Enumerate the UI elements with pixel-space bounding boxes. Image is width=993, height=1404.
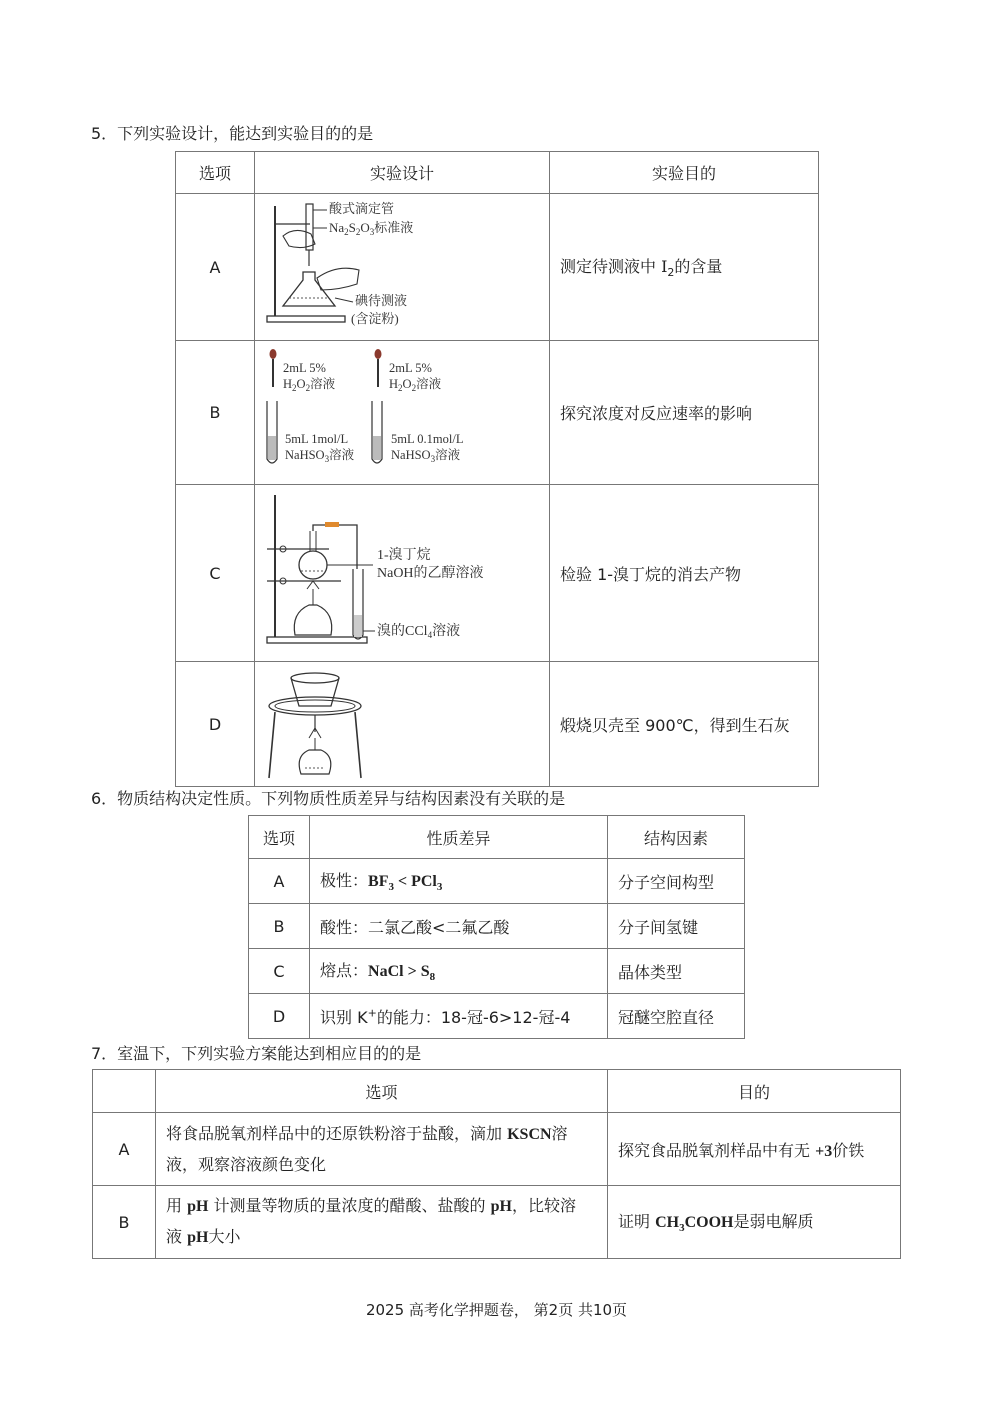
q5-header-goal: 实验目的 [550, 152, 819, 194]
table-row [176, 485, 819, 662]
reactant-label: 1-溴丁烷 [377, 548, 431, 563]
table-row [176, 341, 819, 485]
factor-cell: 晶体类型 [608, 949, 745, 994]
dropper2-label: 2mL 5% [389, 361, 432, 375]
titration-apparatus-figure [255, 194, 550, 341]
svg-text:NaHSO3溶液: NaHSO$_3$溶液 [285, 448, 355, 464]
factor-cell: 分子间氢键 [608, 904, 745, 949]
svg-text:溴的CCl4溶液: 溴的CCl$_4$溶液 [377, 624, 461, 640]
table-row [249, 859, 745, 904]
factor-cell: 冠醚空腔直径 [608, 994, 745, 1039]
table-row [176, 662, 819, 787]
property-cell: 熔点：NaCl > $S_8$ [310, 949, 608, 994]
q5-header-design: 实验设计 [255, 152, 550, 194]
q5-table [175, 151, 819, 787]
solvent-label: NaOH的乙醇溶液 [377, 566, 484, 581]
svg-text:H2O2溶液: $H_2O_2$溶液 [389, 377, 442, 393]
table-row [249, 904, 745, 949]
option-label: B [176, 341, 255, 485]
goal-cell: 检验 1-溴丁烷的消去产物 [550, 485, 819, 662]
table-row [249, 994, 745, 1039]
tube2-label: 5mL 0.1mol/L [391, 432, 464, 446]
dropper1-label: 2mL 5% [283, 361, 326, 375]
q6-stem: 6．物质结构决定性质。下列物质性质差异与结构因素没有关联的是 [91, 789, 566, 808]
q6-header-option: 选项 [249, 816, 310, 859]
sample-label: 碘待测液 [355, 293, 408, 308]
option-label: A [176, 194, 255, 341]
q7-header-option: 选项 [156, 1070, 608, 1113]
method-cell: 将食品脱氧剂样品中的还原铁粉溶于盐酸，滴加 KSCN溶 液，观察溶液颜色变化 [156, 1113, 608, 1186]
option-label: D [176, 662, 255, 787]
goal-cell: 测定待测液中 $I_2$的含量 [550, 194, 819, 341]
table-row [93, 1113, 901, 1186]
goal-cell: 煅烧贝壳至 900℃，得到生石灰 [550, 662, 819, 787]
svg-text:H2O2溶液: $H_2O_2$溶液 [283, 377, 336, 393]
q7-header-blank [93, 1070, 156, 1113]
table-row [176, 194, 819, 341]
option-label: C [249, 949, 310, 994]
tube1-label: 5mL 1mol/L [285, 432, 349, 446]
q7-table [92, 1069, 901, 1259]
q6-header-property: 性质差异 [310, 816, 608, 859]
svg-text:NaHSO3溶液: NaHSO$_3$溶液 [391, 448, 461, 464]
test-tube-figure [255, 341, 550, 485]
table-row [249, 949, 745, 994]
burette-label: 酸式滴定管 [329, 201, 395, 216]
method-cell: 用 pH 计测量等物质的量浓度的醋酸、盐酸的 pH，比较溶 液 pH大小 [156, 1186, 608, 1259]
q6-table [248, 815, 745, 1039]
starch-label: (含淀粉) [351, 311, 399, 326]
option-label: A [249, 859, 310, 904]
option-label: A [93, 1113, 156, 1186]
factor-cell: 分子空间构型 [608, 859, 745, 904]
standard-solution-label: $Na_2S_2O_3$标准液 [329, 220, 414, 237]
property-cell: 酸性：二氯乙酸<二氟乙酸 [310, 904, 608, 949]
q7-stem: 7．室温下，下列实验方案能达到相应目的的是 [91, 1044, 422, 1063]
goal-cell: 探究食品脱氧剂样品中有无 +3价铁 [608, 1113, 901, 1186]
crucible-figure [255, 662, 550, 787]
q5-stem: 5．下列实验设计，能达到实验目的的是 [91, 124, 374, 143]
property-cell: 极性：$BF_3 < PCl_3$ [310, 859, 608, 904]
q5-header-option: 选项 [176, 152, 255, 194]
option-label: B [93, 1186, 156, 1259]
property-cell: 识别 K+的能力：18-冠-6>12-冠-4 [310, 994, 608, 1039]
table-row [93, 1186, 901, 1259]
option-label: D [249, 994, 310, 1039]
option-label: C [176, 485, 255, 662]
q7-header-goal: 目的 [608, 1070, 901, 1113]
goal-cell: 探究浓度对反应速率的影响 [550, 341, 819, 485]
option-label: B [249, 904, 310, 949]
q6-header-factor: 结构因素 [608, 816, 745, 859]
elimination-apparatus-figure [255, 485, 550, 662]
page-footer: 2025 高考化学押题卷， 第2页 共10页 [365, 1301, 628, 1319]
goal-cell: 证明 $CH_3COOH$是弱电解质 [608, 1186, 901, 1259]
